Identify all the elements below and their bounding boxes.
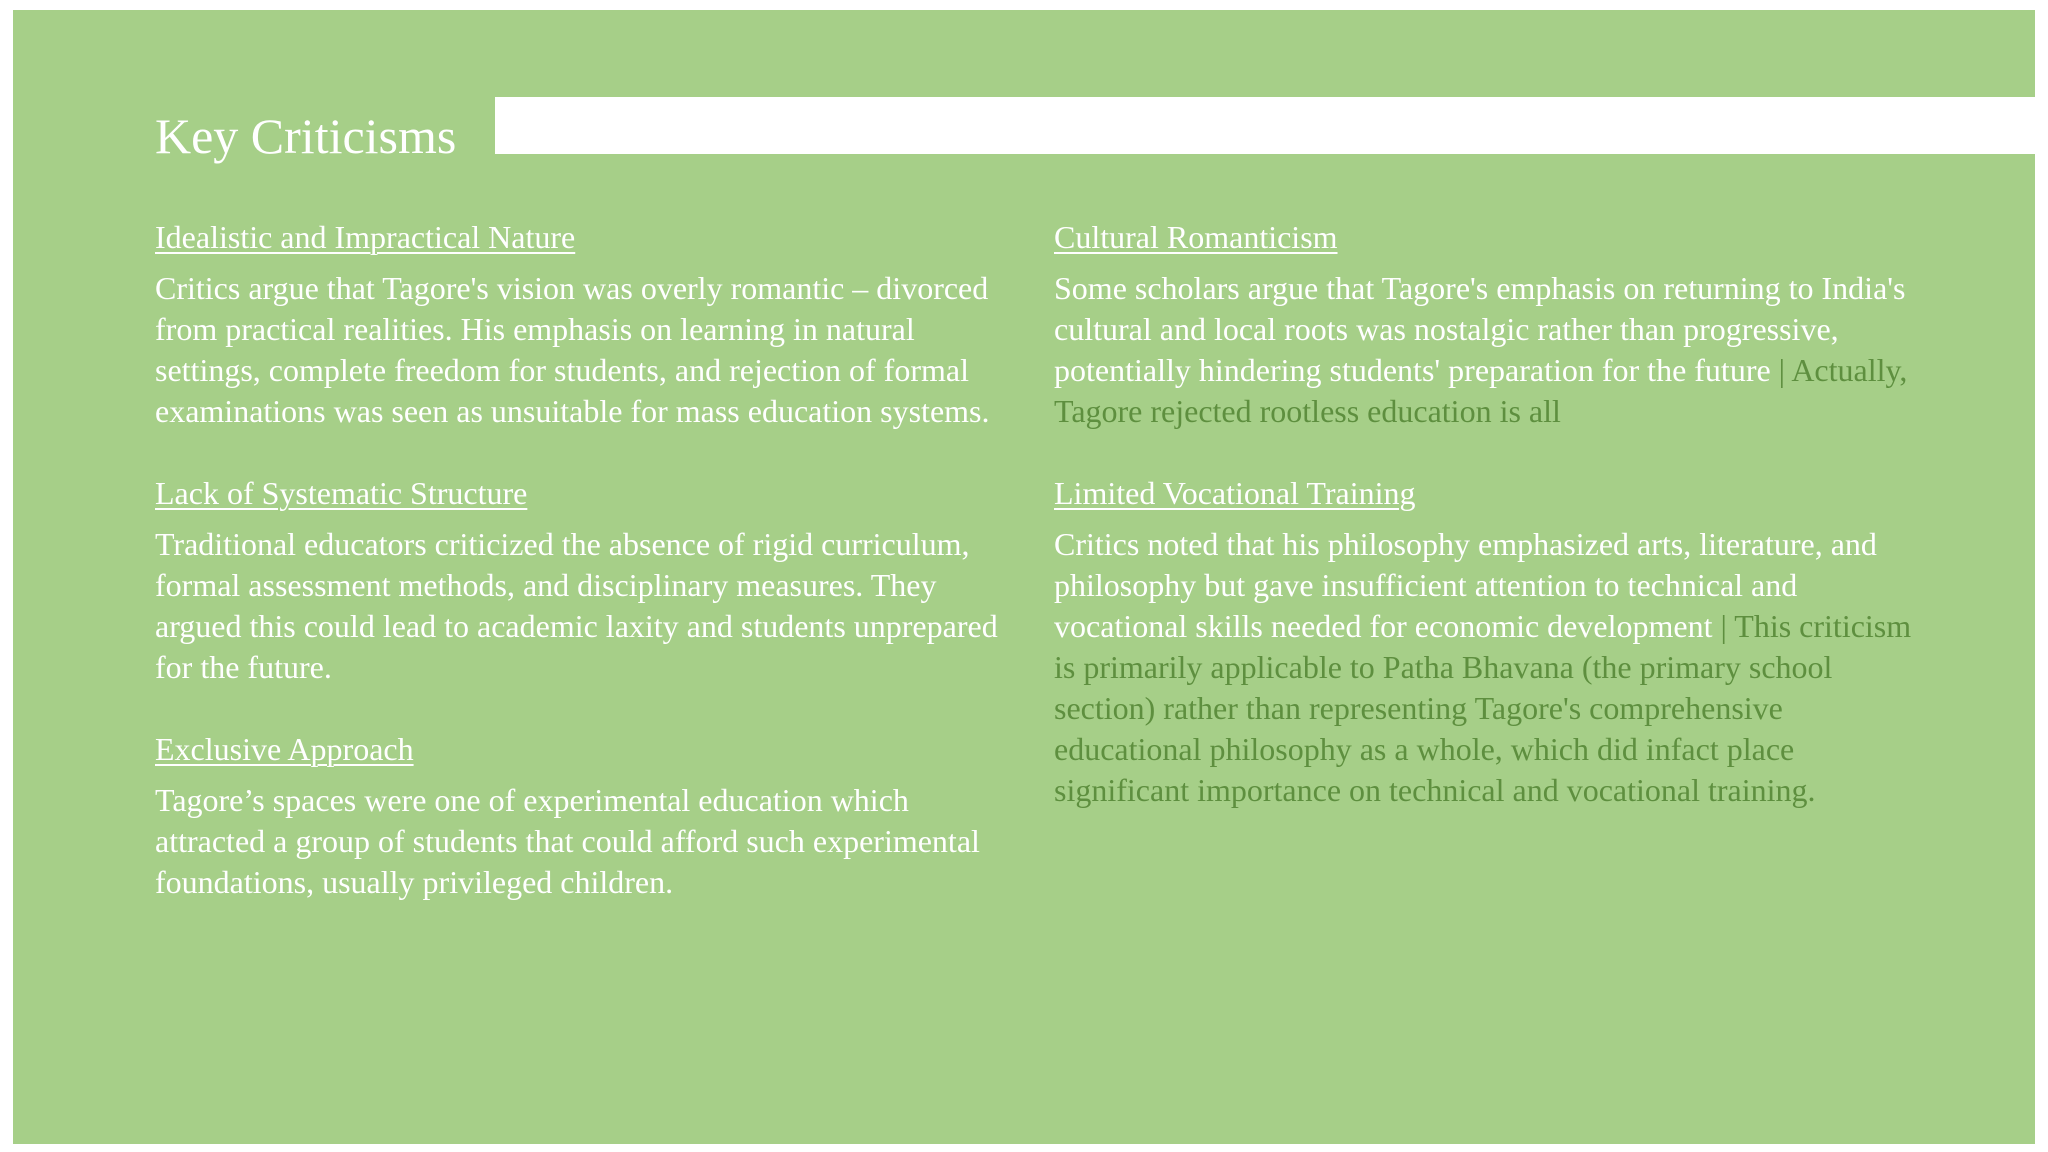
right-column [1054,217,1914,852]
slide [13,10,2035,1144]
section-body-text: Critics noted that his philosophy emphasized arts, literature, and philosophy but gave insufficient attention to technical and vocational skills needed for economic development [1054,526,1877,644]
slide-title: Key Criticisms [155,108,457,164]
criticism-section [155,729,1025,903]
rebuttal-note: | Actually, Tagore rejected rootless education is all [1054,352,1908,429]
section-heading: Idealistic and Impractical Nature [155,219,576,255]
section-heading: Exclusive Approach [155,731,414,767]
rebuttal-note: | This criticism is primarily applicable to Patha Bhavana (the primary school section) rather than representing Tagore's comprehensive educational philosophy as a whole, which did infact place significant importance on technical and vocational training. [1054,608,1912,808]
section-body: Critics argue that Tagore's vision was overly romantic – divorced from practical realities. His emphasis on learning in natural settings, complete freedom for students, and rejection of formal examinations was seen as unsuitable for mass education systems. [155,270,990,429]
left-column [155,217,1025,944]
criticism-section [1054,473,1914,811]
criticism-section [155,217,1025,432]
section-body-text: Some scholars argue that Tagore's emphasis on returning to India's cultural and local roots was nostalgic rather than progressive, potentially hindering students' preparation for the future [1054,270,1906,388]
section-heading: Cultural Romanticism [1054,219,1338,255]
criticism-section [155,473,1025,688]
criticism-section [1054,217,1914,432]
section-heading: Limited Vocational Training [1054,475,1416,511]
section-body [1054,524,1914,811]
section-body [1054,268,1914,432]
section-body: Traditional educators criticized the absence of rigid curriculum, formal assessment methods, and disciplinary measures. They argued this could lead to academic laxity and students unprepared for the future. [155,526,998,685]
title-accent-bar [495,97,2035,154]
section-heading: Lack of Systematic Structure [155,475,528,511]
section-body: Tagore’s spaces were one of experimental education which attracted a group of students that could afford such experimental foundations, usually privileged children. [155,782,980,900]
